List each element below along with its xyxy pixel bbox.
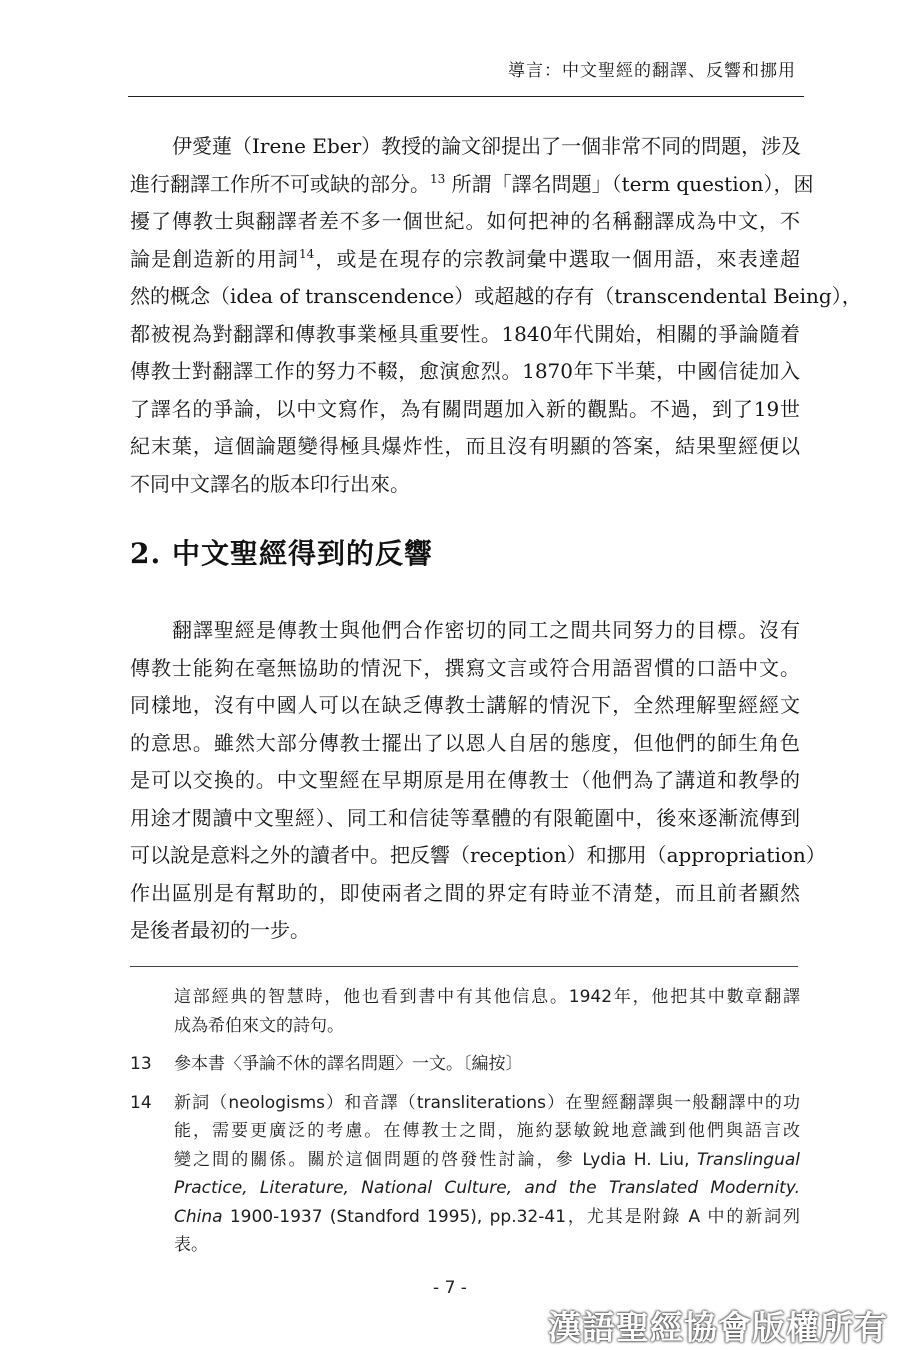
book-title-italic: Practice, Literature, National Culture, and the Translated Modernity. bbox=[174, 1178, 800, 1198]
footnote-number: 14 bbox=[130, 1092, 152, 1113]
paragraph-line: 傳教士能夠在毫無協助的情況下，撰寫文言或符合用語習慣的口語中文。 bbox=[130, 655, 800, 680]
footnote-ref-14[interactable]: 14 bbox=[298, 246, 315, 261]
paragraph-line: 是後者最初的一步。 bbox=[130, 918, 310, 942]
paragraph-line: 傳教士對翻譯工作的努力不輟，愈演愈烈。1870年下半葉，中國信徒加入 bbox=[130, 359, 800, 383]
paragraph-line: 同樣地，沒有中國人可以在缺乏傳教士講解的情況下，全然理解聖經經文 bbox=[130, 693, 800, 717]
paragraph-line: 不同中文譯名的版本印行出來。 bbox=[130, 471, 410, 496]
footnote-line bbox=[174, 1174, 800, 1203]
book-title-italic: China bbox=[174, 1206, 223, 1227]
paragraph-line: 是可以交換的。中文聖經在早期原是用在傳教士（他們為了講道和教學的 bbox=[130, 768, 800, 792]
page-number: - 7 - bbox=[433, 1278, 467, 1298]
paragraph-line: 作出區別是有幫助的，即使兩者之間的界定有時並不清楚，而且前者顯然 bbox=[130, 880, 800, 905]
footnote-line: 這部經典的智慧時，他也看到書中有其他信息。1942年，他把其中數章翻譯 bbox=[174, 987, 800, 1007]
paragraph-line: 翻譯聖經是傳教士與他們合作密切的同工之間共同努力的目標。沒有 bbox=[172, 618, 800, 642]
paragraph-line: 擾了傳教士與翻譯者差不多一個世紀。如何把神的名稱翻譯成為中文，不 bbox=[130, 209, 800, 233]
paragraph-line: 伊愛蓮（Irene Eber）教授的論文卻提出了一個非常不同的問題，涉及 bbox=[172, 134, 802, 158]
copyright-watermark: 漢語聖經協會版權所有 bbox=[548, 1308, 888, 1347]
paragraph-line: 了譯名的爭論，以中文寫作，為有關問題加入新的觀點。不過，到了19世 bbox=[130, 396, 800, 421]
paragraph-line: 用途才閱讀中文聖經）、同工和信徒等羣體的有限範圍中，後來逐漸流傳到 bbox=[130, 805, 800, 830]
paragraph-line: 然的概念（idea of transcendence）或超越的存有（transcendental Being）， bbox=[130, 284, 862, 308]
paragraph-line: 的意思。雖然大部分傳教士擺出了以恩人自居的態度，但他們的師生角色 bbox=[130, 730, 800, 755]
footnote-line: 成為希伯來文的詩句。 bbox=[174, 1015, 344, 1036]
footnote-13 bbox=[130, 1050, 800, 1079]
paragraph-line: 都被視為對翻譯和傳教事業極具重要性。1840年代開始，相關的爭論隨着 bbox=[130, 321, 800, 346]
footnote-line: China 1900-1937 (Standford 1995), pp.32-41，尤其是附錄 A 中的新詞列 bbox=[174, 1206, 800, 1227]
running-head: 導言：中文聖經的翻譯、反響和挪用 bbox=[508, 61, 796, 81]
paragraph-line: 紀末葉，這個論題變得極具爆炸性，而且沒有明顯的答案，結果聖經便以 bbox=[130, 434, 800, 458]
footnote-line: 表。 bbox=[174, 1235, 208, 1255]
footnote-number: 13 bbox=[130, 1054, 152, 1074]
footnote-line: 新詞（neologisms）和音譯（transliterations）在聖經翻譯與一般翻譯中的功 bbox=[174, 1092, 800, 1113]
footnote-line: 能，需要更廣泛的考慮。在傳教士之間，施約瑟敏銳地意識到他們與語言改 bbox=[174, 1121, 800, 1141]
paragraph-line: 論是創造新的用詞$^{14}$，或是在現存的宗教詞彙中選取一個用語，來表達超 bbox=[130, 246, 801, 271]
paragraph-irene-eber bbox=[130, 128, 862, 503]
paragraph-reception bbox=[130, 612, 826, 950]
paragraph-line: 可以說是意料之外的讀者中。把反響（reception）和挪用（appropriation） bbox=[130, 843, 826, 867]
footnote-line: 變之間的關係。關於這個問題的啓發性討論，參 Lydia H. Liu, Translingual bbox=[174, 1149, 800, 1170]
footnote-rule bbox=[130, 966, 798, 967]
footnote-ref-13[interactable]: 13 bbox=[430, 171, 446, 186]
header-rule bbox=[128, 96, 804, 97]
book-title-italic: Translingual bbox=[696, 1149, 800, 1170]
footnote-continuation bbox=[130, 983, 800, 1040]
paragraph-line: 進行翻譯工作所不可或缺的部分。$^{13}$ 所謂「譯名問題」（term question），困 bbox=[130, 171, 814, 196]
footnote-14 bbox=[130, 1089, 800, 1260]
footnote-line: 參本書〈爭論不休的譯名問題〉一文。〔編按〕 bbox=[174, 1054, 523, 1074]
footnotes bbox=[130, 983, 800, 1270]
section-heading: 2. 中文聖經得到的反響 bbox=[130, 537, 433, 570]
